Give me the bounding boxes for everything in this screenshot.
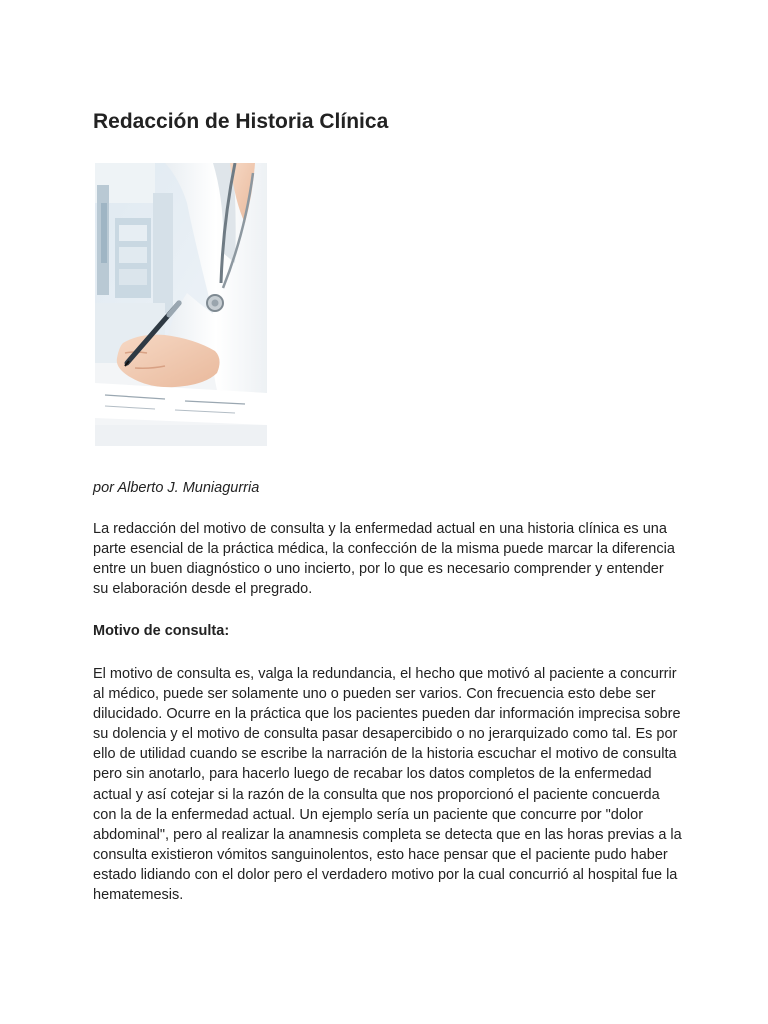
doctor-writing-photo xyxy=(95,163,267,446)
article-title: Redacción de Historia Clínica xyxy=(93,110,389,133)
intro-paragraph: La redacción del motivo de consulta y la enfermedad actual en una historia clínica es una parte esencial de la práctica médica, la confección de la misma puede marcar la diferencia entre un buen diagnóstico o uno incierto, por lo que es necesario comprender y entender su elaboración desde el pregrado. xyxy=(93,521,675,598)
article-byline: por Alberto J. Muniagurria xyxy=(93,480,260,496)
motivo-de-consulta-paragraph: El motivo de consulta es, valga la redundancia, el hecho que motivó al paciente a concurrir al médico, puede ser solamente uno o pueden ser varios. Con frecuencia esto debe ser dilucidado. Ocurre en la práctica que los pacientes pueden dar información imprecisa sobre su dolencia y el motivo de consulta pasar desapercibido o no jerarquizado como tal. Es por ello de utilidad cuando se escribe la narración de la historia escuchar el motivo de consulta pero sin anotarlo, para hacerlo luego de recabar los datos completos de la enfermedad actual y así cotejar si la razón de la consulta que nos proporcionó el paciente concuerda con la de la enfermedad actual. Un ejemplo sería un paciente que concurre por "dolor abdominal", pero al realizar la anamnesis completa se detecta que en las horas previas a la consulta existieron vómitos sanguinolentos, esto hace pensar que el paciente pudo haber estado lidiando con el dolor pero el verdadero motivo por la cual concurrió al hospital fue la hematemesis. xyxy=(93,666,682,904)
section-heading-motivo-de-consulta: Motivo de consulta: xyxy=(93,623,230,639)
